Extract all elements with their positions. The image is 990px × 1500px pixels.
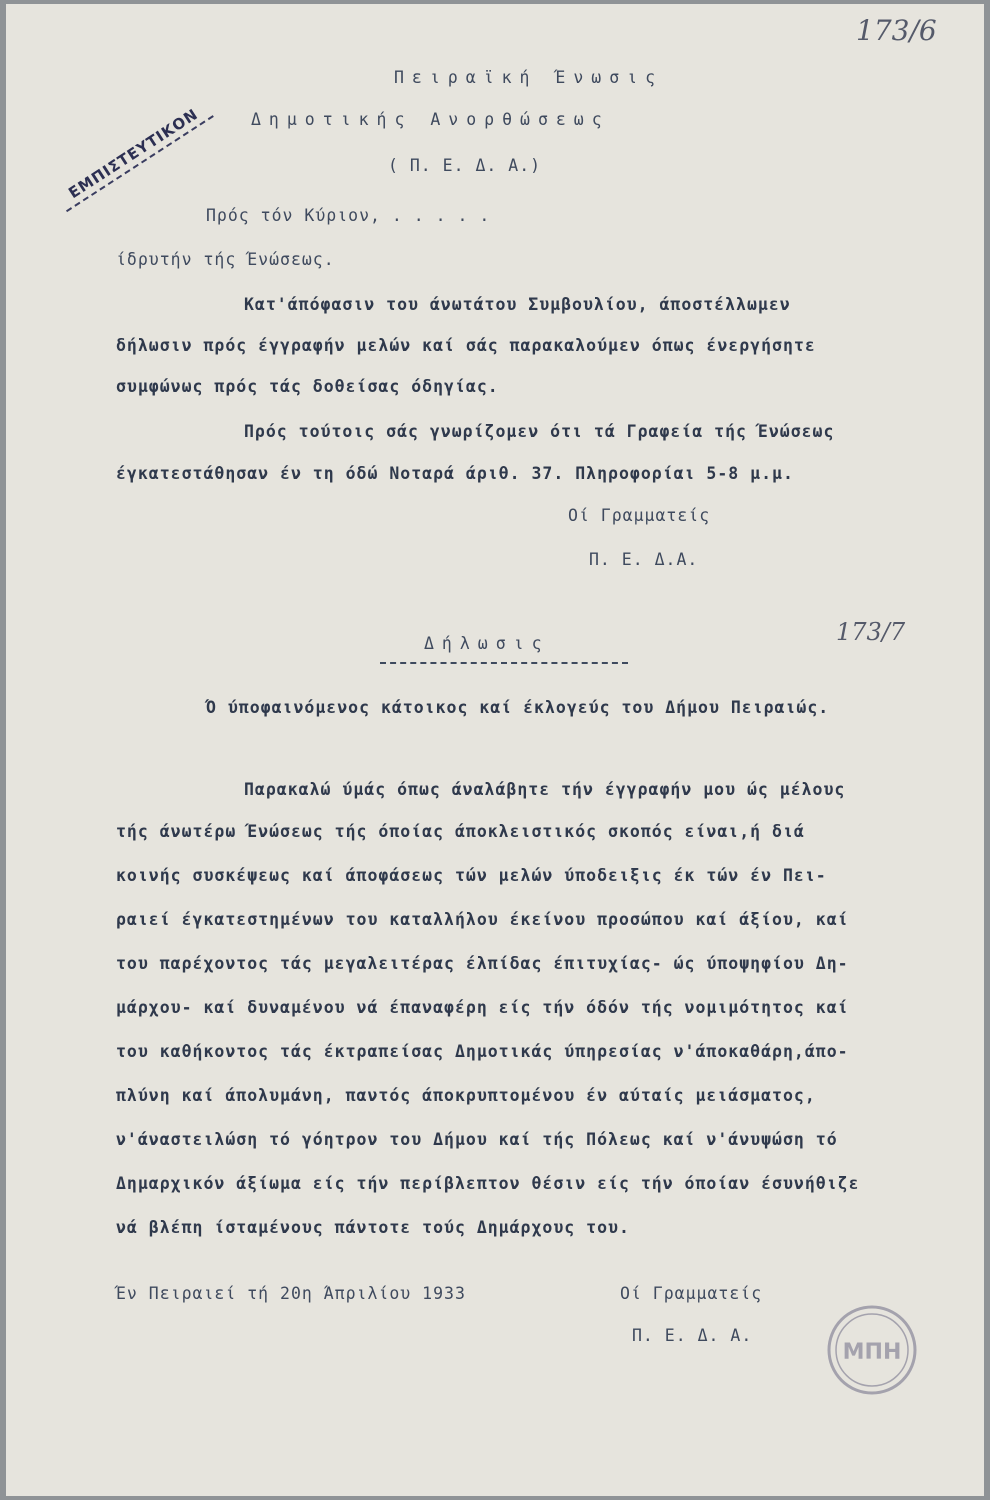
declaration-line-8: πλύνη καί άπολυμάνη, παντός άποκρυπτομένου έν αύταίς μειάσματος, bbox=[116, 1086, 816, 1105]
declaration-signature-initials: Π. Ε. Δ. Α. bbox=[632, 1326, 753, 1345]
declaration-signature-title: Οί Γραμματείς bbox=[620, 1284, 763, 1303]
declaration-line-1: Παρακαλώ ύμάς όπως άναλάβητε τήν έγγραφήν μου ώς μέλους bbox=[244, 780, 846, 799]
letter-paragraph-1-line-1: Κατ'άπόφασιν του άνωτάτου Συμβουλίου, άποστέλλωμεν bbox=[244, 295, 791, 314]
declaration-line-6: μάρχου- καί δυναμένου νά έπαναφέρη είς τήν όδόν τής νομιμότητος καί bbox=[116, 998, 849, 1017]
letterhead-line-3: ( Π. Ε. Δ. Α.) bbox=[388, 156, 542, 175]
seal-letters: ΜΠΗ bbox=[842, 1340, 902, 1365]
address-line-1: Πρός τόν Κύριον, . . . . . bbox=[206, 206, 491, 225]
declaration-line-4: ραιεί έγκατεστημένων του καταλλήλου έκείνου προσώπου καί άξίου, καί bbox=[116, 910, 849, 929]
address-line-2: ίδρυτήν τής Ένώσεως. bbox=[116, 250, 335, 269]
confidential-stamp bbox=[54, 97, 214, 212]
letter-paragraph-1-line-2: δήλωσιν πρός έγγραφήν μελών καί σάς παρακαλούμεν όπως ένεργήσητε bbox=[116, 336, 816, 355]
declaration-line-7: του καθήκοντος τάς έκτραπείσας Δημοτικάς ύπηρεσίας ν'άποκαθάρη,άπο- bbox=[116, 1042, 849, 1061]
declaration-line-3: κοινής συσκέψεως καί άποφάσεως τών μελών ύποδειξις έκ τών έν Πει- bbox=[116, 866, 827, 885]
letter-paragraph-2-line-1: Πρός τούτοις σάς γνωρίζομεν ότι τά Γραφεία τής Ένώσεως bbox=[244, 422, 835, 441]
declaration-title: Δήλωσις bbox=[424, 634, 550, 653]
archive-number-top: 173/6 bbox=[856, 14, 937, 47]
declaration-line-9: ν'άναστειλώση τό γόητρον του Δήμου καί τής Πόλεως καί ν'άνυψώση τό bbox=[116, 1130, 838, 1149]
letter-paragraph-2-line-2: έγκατεστάθησαν έν τη όδώ Νοταρά άριθ. 37. Πληροφορίαι 5-8 μ.μ. bbox=[116, 464, 794, 483]
document-page bbox=[6, 4, 984, 1496]
declaration-line-10: Δημαρχικόν άξίωμα είς τήν περίβλεπτον θέσιν είς τήν όποίαν έσυνήθιζε bbox=[116, 1174, 860, 1193]
declaration-line-5: του παρέχοντος τάς μεγαλειτέρας έλπίδας έπιτυχίας- ώς ύποψηφίου Δη- bbox=[116, 954, 849, 973]
letter-paragraph-1-line-3: συμφώνως πρός τάς δοθείσας όδηγίας. bbox=[116, 377, 499, 396]
declaration-intro: Ό ύποφαινόμενος κάτοικος καί έκλογεύς του Δήμου Πειραιώς. bbox=[206, 698, 830, 717]
letter-signature-initials: Π. Ε. Δ.Α. bbox=[589, 550, 699, 569]
declaration-line-2: τής άνωτέρω Ένώσεως τής όποίας άποκλειστικός σκοπός είναι,ή διά bbox=[116, 822, 805, 841]
letterhead-line-1: Πειραϊκή Ένωσις bbox=[394, 68, 664, 87]
letterhead-line-2: Δημοτικής Ανορθώσεως bbox=[251, 110, 610, 129]
declaration-line-11: νά βλέπη ίσταμένους πάντοτε τούς Δημάρχους του. bbox=[116, 1218, 630, 1237]
declaration-title-rule bbox=[380, 662, 628, 664]
declaration-date: Έν Πειραιεί τή 20η Άπριλίου 1933 bbox=[116, 1284, 466, 1303]
archive-seal-icon bbox=[826, 1304, 918, 1396]
archive-number-middle: 173/7 bbox=[836, 618, 906, 646]
letter-signature-title: Οί Γραμματείς bbox=[568, 506, 711, 525]
confidential-stamp-text: ΕΜΠΙΣΤΕΥΤΙΚΟΝ bbox=[54, 97, 214, 212]
